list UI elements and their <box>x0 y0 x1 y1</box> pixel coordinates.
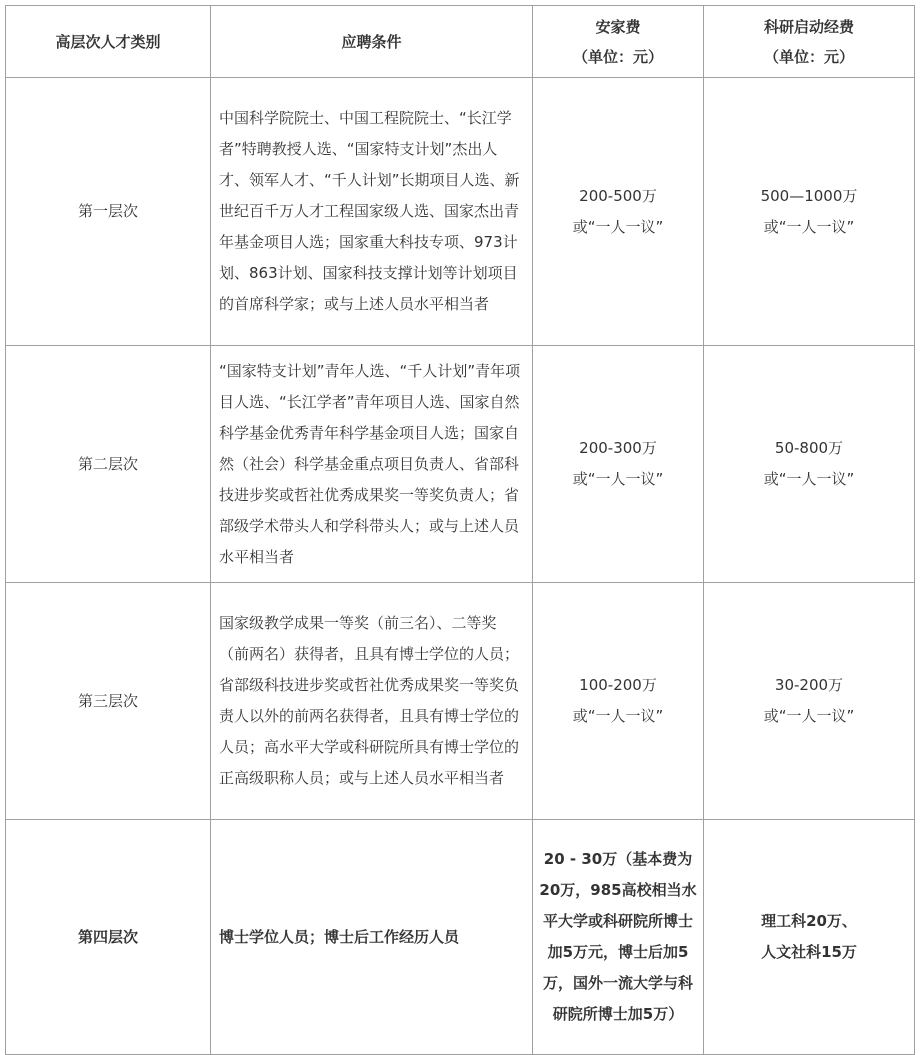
settle-note: 或“一人一议” <box>572 217 664 236</box>
settle-note: 或“一人一议” <box>572 707 664 725</box>
table-row <box>6 78 915 346</box>
header-category: 高层次人才类别 <box>6 6 211 78</box>
table-row <box>6 583 915 820</box>
settle-fee-cell <box>533 583 704 820</box>
settle-amount: 200-300万 <box>579 439 657 457</box>
talent-table <box>5 5 915 1055</box>
settle-fee-cell: 20 - 30万（基本费为20万，985高校相当水平大学或科研院所博士加5万元，博士后加5万，国外一流大学与科研院所博士加5万） <box>533 820 704 1055</box>
table-header-row <box>6 6 915 78</box>
tier-cell: 第一层次 <box>6 78 211 346</box>
settle-fee-cell <box>533 78 704 346</box>
conditions-cell: 国家级教学成果一等奖（前三名）、二等奖（前两名）获得者，且具有博士学位的人员；省部级科技进步奖或哲社优秀成果奖一等奖负责人以外的前两名获得者，且具有博士学位的人员；高水平大学或科研院所具有博士学位的正高级职称人员；或与上述人员水平相当者 <box>211 583 533 820</box>
header-research-fee-label: 科研启动经费 <box>763 17 854 36</box>
settle-amount: 100-200万 <box>579 676 657 694</box>
research-note: 或“一人一议” <box>763 217 855 236</box>
conditions-cell: “国家特支计划”青年人选、“千人计划”青年项目人选、“长江学者”青年项目人选、国家自然科学基金优秀青年科学基金项目人选；国家自然（社会）科学基金重点项目负责人、省部科技进步奖或哲社优秀成果奖一等奖负责人；省部级学术带头人和学科带头人；或与上述人员水平相当者 <box>211 346 533 583</box>
header-conditions: 应聘条件 <box>211 6 533 78</box>
settle-fee-cell <box>533 346 704 583</box>
header-research-unit: （单位：元） <box>763 47 854 66</box>
research-line-1: 理工科20万、 <box>761 912 857 930</box>
table-row <box>6 820 915 1055</box>
tier-cell: 第三层次 <box>6 583 211 820</box>
research-fee-cell <box>704 78 915 346</box>
research-amount: 500—1000万 <box>760 186 858 205</box>
research-amount: 50-800万 <box>774 439 844 457</box>
talent-table-container <box>5 5 915 1055</box>
research-note: 或“一人一议” <box>763 707 855 725</box>
research-amount: 30-200万 <box>774 676 844 694</box>
header-research-fee <box>704 6 915 78</box>
header-settle-unit: （单位：元） <box>572 47 663 66</box>
header-settle-fee <box>533 6 704 78</box>
conditions-cell: 博士学位人员；博士后工作经历人员 <box>211 820 533 1055</box>
tier-cell: 第四层次 <box>6 820 211 1055</box>
research-fee-cell <box>704 346 915 583</box>
header-settle-fee-label: 安家费 <box>595 17 641 36</box>
research-fee-cell <box>704 820 915 1055</box>
table-row <box>6 346 915 583</box>
research-fee-cell <box>704 583 915 820</box>
tier-cell: 第二层次 <box>6 346 211 583</box>
settle-note: 或“一人一议” <box>572 470 664 488</box>
conditions-cell: 中国科学院院士、中国工程院院士、“长江学者”特聘教授人选、“国家特支计划”杰出人才、领军人才、“千人计划”长期项目人选、新世纪百千万人才工程国家级人选、国家杰出青年基金项目人选；国家重大科技专项、973计划、863计划、国家科技支撑计划等计划项目的首席科学家；或与上述人员水平相当者 <box>211 78 533 346</box>
research-note: 或“一人一议” <box>763 470 855 488</box>
settle-amount: 200-500万 <box>579 186 657 205</box>
research-line-2: 人文社科15万 <box>761 943 857 961</box>
